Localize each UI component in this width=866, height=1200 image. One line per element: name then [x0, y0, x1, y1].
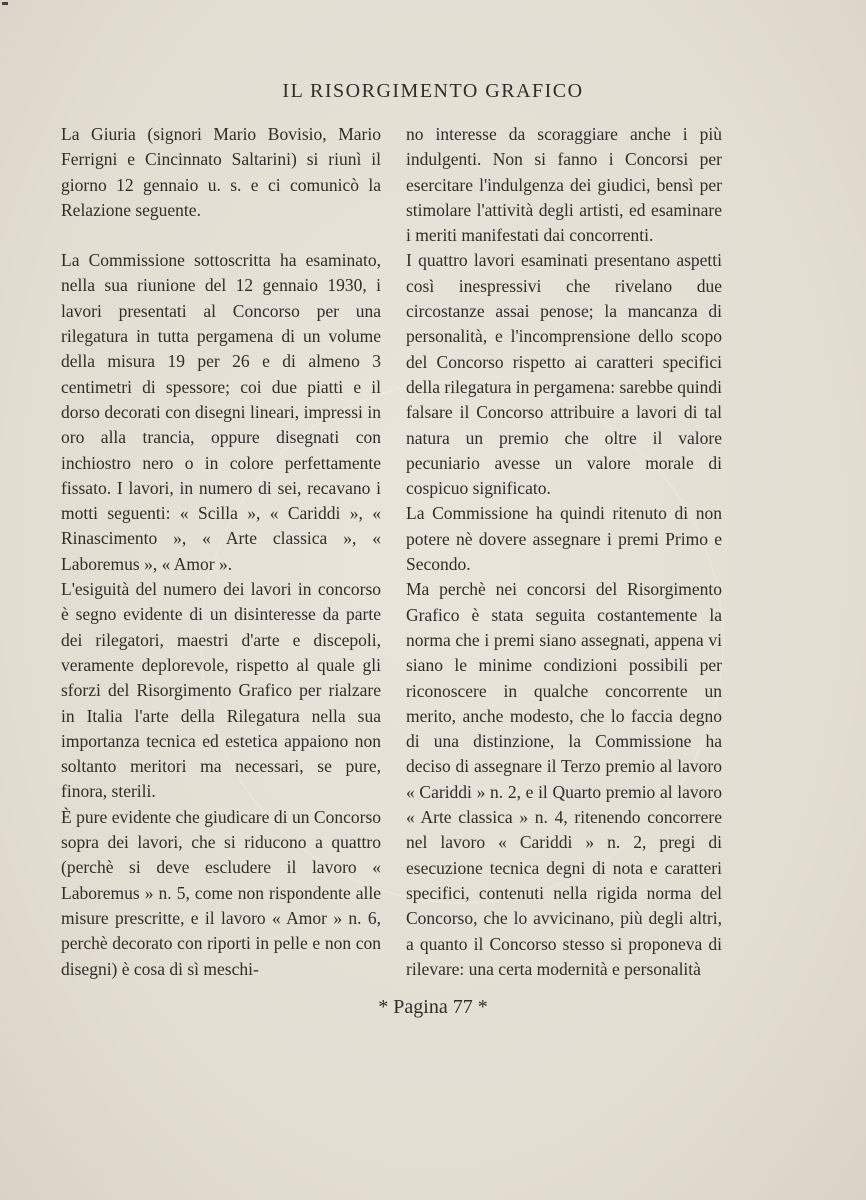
running-header: IL RISORGIMENTO GRAFICO — [282, 80, 584, 102]
right-paragraph-1: no interesse da scoraggiare anche i più indulgenti. Non si fanno i Concorsi per esercitare l'indulgenza dei giudici, bensì per stimolare l'attività degli artisti, ed esaminare i meriti manifestati dai concorrenti. — [406, 124, 722, 246]
scan-corner-mark — [2, 2, 8, 5]
left-paragraph-3: L'esiguità del numero dei lavori in concorso è segno evidente di un disinteresse da parte dei rilegatori, maestri d'arte e discepoli, veramente deplorevole, rispetto al quale gli sforzi del Risorgimento Grafico per rialzare in Italia l'arte della Rilegatura nella sua importanza tecnica ed estetica appaiono non soltanto meritori ma necessari, se pure, finora, sterili. — [61, 579, 381, 802]
right-paragraph-2: I quattro lavori esaminati presentano aspetti così inespressivi che rivelano due circostanze assai penose; la mancanza di personalità, e l'incomprensione dello scopo del Concorso rispetto ai caratteri specifici della rilegatura in pergamena: sarebbe quindi falsare il Concorso attribuire a lavori di tal natura un premio che oltre il valore pecuniario avesse un valore morale di cospicuo significato. — [406, 250, 723, 499]
left-column — [61, 122, 381, 982]
page-number-footer: * Pagina 77 * — [378, 996, 488, 1018]
right-paragraph-4: Ma perchè nei concorsi del Risorgimento Grafico è stata seguita costantemente la norma che i premi siano assegnati, appena vi siano le minime condizioni possibili per riconoscere in qualche concorrente un merito, anche modesto, che lo faccia degno di una distinzione, la Commissione ha deciso di assegnare il Terzo premio al lavoro « Cariddi » n. 2, e il Quarto premio al lavoro « Arte classica » n. 4, ritenendo concorrere nel lavoro « Cariddi » n. 2, pregi di esecuzione tecnica degni di nota e caratteri specifici, contenuti nella rigida norma del Concorso, che lo avvicinano, più degli altri, a quanto il Concorso stesso si proponeva di rilevare: una certa modernità e personalità — [406, 579, 722, 979]
left-paragraph-2: La Commissione sottoscritta ha esaminato, nella sua riunione del 12 gennaio 1930, i lavori presentati al Concorso per una rilegatura in tutta pergamena di un volume della misura 19 per 26 e di almeno 3 centimetri di spessore; coi due piatti e il dorso decorati con disegni lineari, impressi in oro alla trancia, oppure disegnati con inchiostro nero o in colore perfettamente fissato. I lavori, in numero di sei, recavano i motti seguenti: « Scilla », « Cariddi », « Rinascimento », « Arte classica », « Laboremus », « Amor ». — [61, 250, 381, 574]
left-paragraph-4: È pure evidente che giudicare di un Concorso sopra dei lavori, che si riducono a quattro (perchè si deve escludere il lavoro « Laboremus » n. 5, come non rispondente alle misure prescritte, e il lavoro « Amor » n. 6, perchè decorato con riporti in pelle e non con disegni) è cosa di sì meschi- — [61, 806, 381, 979]
left-paragraph-1: La Giuria (signori Mario Bovisio, Mario Ferrigni e Cincinnato Saltarini) si riunì il giorno 12 gennaio u. s. e ci comunicò la Relazione seguente. — [61, 124, 381, 220]
right-paragraph-3: La Commissione ha quindi ritenuto di non potere nè dovere assegnare i premi Primo e Secondo. — [406, 503, 722, 575]
right-column — [406, 122, 722, 982]
